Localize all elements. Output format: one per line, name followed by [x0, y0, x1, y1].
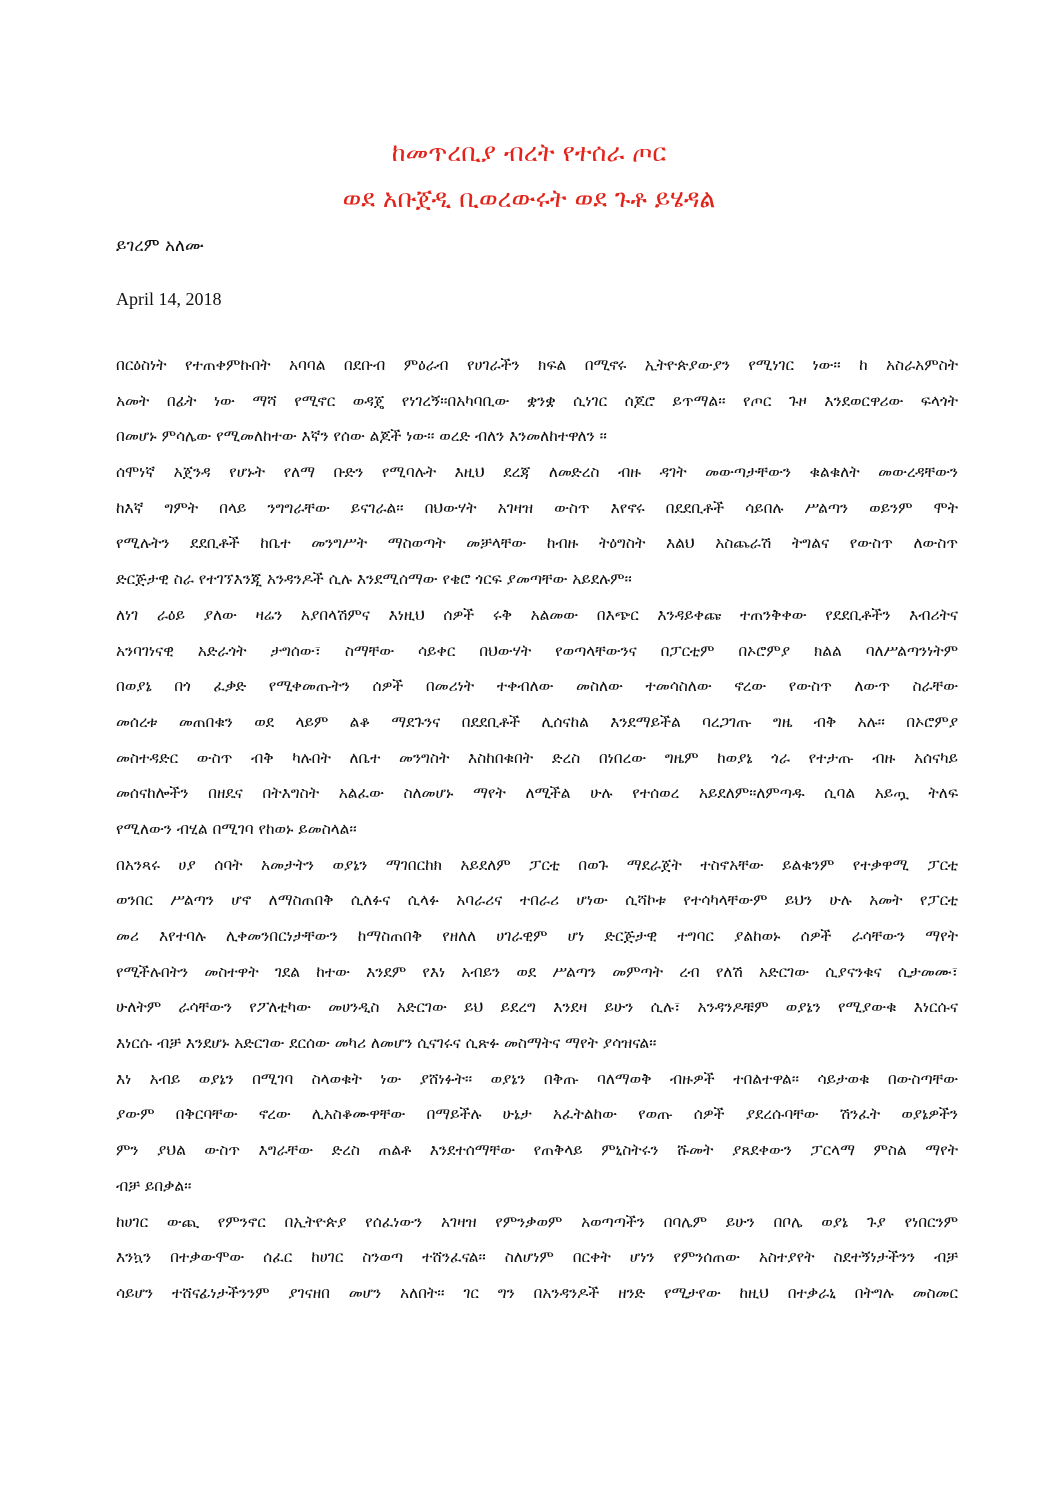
body-line: ድርጅታዊ ስራ የተገኘእንጂ አንዳንዶች ሲሉ እንደሚሰማው የቄሮ ጎርፍ ያመጣቸው አይደሉም፡፡	[116, 570, 632, 589]
body-line: እነርሱ ብቻ እንደሆኑ አድርገው ደርሰው መካሪ ለመሆን ሲናገሩና ሲጽፉ መስማትና ማየት ያሳዝናል፡፡	[116, 1034, 657, 1053]
body-line: መሰናከሎችን በዘዴና በትእግስት አልፈው ስለመሆኑ ማየት ለሚችል ሁሉ የተሰወረ አይደለም፡፡ለምጣዱ ሲባል አይጧ ትለፍ	[116, 784, 958, 803]
body-line: ለነገ ራዕይ ያለው ዛሬን አያበላሽምና እነዚህ ሰዎች ሩቅ አልመው በእጭር እንዳይቀጩ ተጠንቅቀው የደደቢቶችን እብሪትና	[116, 605, 958, 624]
body-line: መስተዳድር ውስጥ ብቅ ካሉበት ለቤተ መንግስት እስከበቁበት ድረስ በነበረው ግዜም ከወያኔ ጎራ የተታጡ ብዙ አሰናካይ	[116, 748, 958, 767]
title-line-2: ወደ አቡጀዲ ቢወረውሩት ወደ ጉቶ ይሄዳል	[342, 184, 716, 213]
title-line-1: ከመጥረቢያ ብረት የተሰራ ጦር	[391, 138, 667, 167]
body-line: የሚሉትን ደደቢቶች ከቤተ መንግሥት ማስወጣት መቻላቸው ከብዙ ትዕግስት እልህ አስጨራሽ ትግልና የውስጥ ለውስጥ	[116, 534, 958, 553]
body-line: የሚለውን ብሂል በሚገባ የከወኑ ይመስላል፡፡	[116, 819, 357, 838]
article-body	[116, 348, 958, 1312]
body-line: አመት በፊት ነው ማሻ የሚኖር ወዳጄ የነገረኝ፡፡በአካባቢው ቋንቋ ሲነገር ሰጆሮ ይጥማል፡፡ የጦር ጉዞ እንደወርዋሪው ፍላጎት	[116, 391, 958, 410]
body-line: መሪ እየተባሉ ሊቀመንበርነታቸውን ከማስጠበቅ የዘለለ ሀገራዊም ሆነ ድርጅታዊ ተግባር ያልከወኑ ሰዎች ራሳቸውን ማየት	[116, 927, 958, 945]
body-line: አንባገነናዊ አድራጎት ታግሰው፣ ስማቸው ሳይቀር በህውሃት የወጣላቸውንና በፓርቲም በኦሮምያ ክልል ባለሥልጣንነትም	[116, 641, 958, 660]
body-line: በርዕስነት የተጠቀምኩበት አባባል በደቡብ ምዕራብ የሀገራችን ክፍል በሚኖሩ ኢትዮጵያውያን የሚነገር ነው፡፡ ከ አስራአምስት	[116, 356, 958, 374]
body-line: የሚችሉበትን መስተዋት ገደል ከተው እንደም የእነ አብይን ወደ ሥልጣን መምጣት ረብ የለሽ አድርገው ሲያናንቁና ሲታመሙ፣	[116, 962, 958, 981]
body-line: መሰረቱ መጠበቁን ወደ ላይም ልቆ ማደጉንና በደደቢቶች ሊሰናከል እንደማይችል ባረጋገጡ ግዜ ብቅ አሉ፡፡ በኦሮምያ	[116, 712, 958, 731]
body-line: ብቻ ይበቃል፡፡	[116, 1176, 192, 1195]
body-line: ሳይሆን ተሸናፊነታችንንም ያገናዘበ መሆን አለበት፡፡ ገር ግን በአንዳንዶች ዘንድ የሚታየው ከዚህ በተቃራኒ በትግሉ መስመር	[116, 1283, 958, 1302]
body-line: ሰሞነኛ አጀንዳ የሆኑት የለማ ቡድን የሚባሉት እዚህ ደረጃ ለመድረስ ብዙ ዳገት መውጣታቸውን ቁልቁለት መውረዳቸውን	[116, 463, 958, 482]
body-line: ያውም በቅርባቸው ኖረው ሊአስቆሙዋቸው በማይችሉ ሁኔታ አፈትልከው የወጡ ሰዎች ያደረሱባቸው ሽንፈት ወያኔዎችን	[116, 1105, 958, 1124]
body-line: በአንጻሩ ሀያ ሰባት አመታትን ወያኔን ማገበርከክ አይደለም ፓርቲ በወጉ ማደራጀት ተስኖአቸው ይልቁንም የተቃዋሚ ፓርቲ	[116, 855, 958, 874]
body-line: በወያኔ በጎ ፈቃድ የሚቀመጡትን ሰዎች በመሪነት ተቀብለው መስለው ተመሳስለው ኖረው የውስጥ ለውጥ ስራቸው	[116, 677, 958, 696]
body-line: እነ አብይ ወያኔን በሚገባ ስላወቁት ነው ያሸነፉት፡፡ ወያኔን በቅጡ ባለማወቅ ብዙዎች ተበልተዋል፡፡ ሳይታወቁ በውስጣቸው	[116, 1069, 958, 1088]
document-title	[0, 130, 1058, 222]
body-line: ምን ያህል ውስጥ እግራቸው ድረስ ጠልቶ እንደተሰማቸው የጠቅላይ ምኒስትሩን ሹመት ያጸደቀውን ፓርላማ ምስል ማየት	[116, 1141, 958, 1160]
body-line: ሁለትም ራሳቸውን የፖለቲካው መሀንዲስ አድርገው ይህ ይደረግ እንደዛ ይሁን ሲሉ፣ አንዳንዶቹም ወያኔን የሚያውቁ እነርሱና	[116, 998, 958, 1017]
body-line: በመሆኑ ምሳሌው የሚመለከተው እኛን የሰው ልጆች ነው፡፡ ወረድ ብለን እንመለከተዋለን ፡፡	[116, 427, 607, 446]
author-name: ይገረም አለሙ	[116, 236, 204, 256]
body-line: እንኳን በተቃውሞው ሰፈር ከሀገር ስንወጣ ተሸንፈናል፡፡ ስለሆነም በርቀት ሆነን የምንሰጠው አስተያየት ስደተኝነታችንን ብቻ	[116, 1248, 958, 1267]
publication-date: April 14, 2018	[116, 289, 222, 309]
body-line: ከሀገር ውጪ የምንኖር በኢትዮጵያ የሰፈነውን አገዛዝ የምንቃወም አወጣጣችን በባሌም ይሁን በቦሌ ወያኔ ጉያ የነበርንም	[116, 1212, 958, 1231]
body-line: ከእኛ ግምት በላይ ንግግራቸው ይናገራል፡፡ በህውሃት አገዛዝ ውስጥ እየኖሩ በደደቢቶች ሳይበሉ ሥልጣን ወይንም ሞት	[116, 498, 958, 517]
body-line: ወንበር ሥልጣን ሆኖ ለማስጠበቅ ሲለፉና ሲላፉ አባራሪና ተበራሪ ሆነው ሲሻኮቱ የተሳካላቸውም ይህን ሁሉ አመት የፓርቲ	[116, 891, 958, 910]
